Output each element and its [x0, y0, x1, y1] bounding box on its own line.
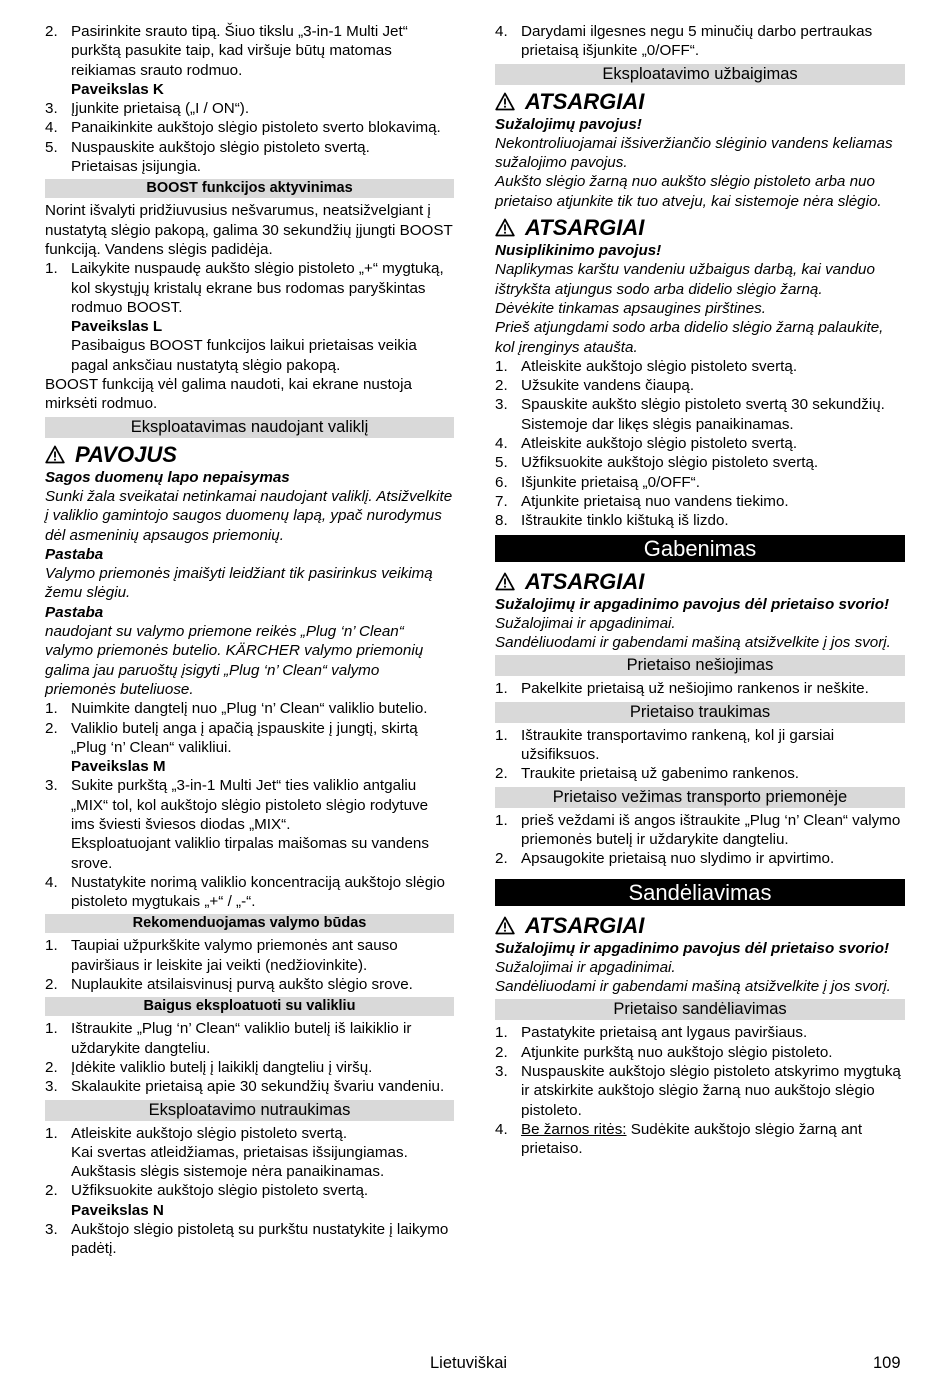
list-number: 3.: [495, 396, 508, 414]
list-item: [45, 975, 454, 994]
chapter-heading-storage: Sandėliavimas: [495, 879, 905, 906]
list-item: Prietaisas įsijungia.: [71, 158, 201, 176]
caution-warning: [495, 912, 905, 939]
list-item: [495, 849, 905, 868]
list-number: 1.: [495, 811, 508, 829]
list-item: [45, 118, 454, 137]
list-number: 1.: [45, 260, 58, 278]
list-item: Sistemoje dar likęs slėgis panaikinamas.: [521, 415, 794, 433]
list-item: [495, 811, 905, 850]
warning-triangle-icon: [45, 445, 65, 464]
list-number: 2.: [45, 719, 58, 737]
list-operation-steps: [45, 22, 454, 176]
list-number: 4.: [45, 119, 58, 137]
list-item: [45, 699, 454, 718]
list-text: Traukite prietaisą už gabenimo rankenos.: [521, 765, 800, 783]
list-item: [45, 1220, 454, 1259]
list-item: [495, 1043, 905, 1062]
section-heading-interrupt: Eksploatavimo nutraukimas: [45, 1100, 454, 1121]
list-text: Sukite purkštą „3-in-1 Multi Jet“ ties valiklio antgaliu „MIX“ tol, kol aukštojo slėgio pistoleto slėgio rodytuve ims šviesti šviesos diodas „MIX“.: [71, 777, 429, 833]
warning-triangle-icon: [495, 92, 515, 111]
list-text: Ištraukite „Plug ‘n’ Clean“ valiklio butelį iš laikiklio ir uždarykite dangteliu.: [71, 1020, 412, 1057]
list-text: Užfiksuokite aukštojo slėgio pistoleto svertą.: [71, 1182, 369, 1200]
list-number: 4.: [495, 435, 508, 453]
list-item: [495, 22, 905, 61]
hose-reel-text: Sudėkite aukštojo slėgio žarną ant prietaiso.: [521, 1120, 863, 1158]
list-item: Kai svertas atleidžiamas, prietaisas išsijungiamas. Aukštasis slėgis sistemoje nėra panaikinamas.: [71, 1143, 408, 1181]
figure-reference: Paveikslas N: [71, 1201, 164, 1219]
note-label: Pastaba: [45, 545, 104, 563]
caution-title: ATSARGIAI: [525, 568, 645, 594]
footer-language: Lietuviškai: [430, 1354, 508, 1372]
caution-text: Sandėliuodami ir gabendami mašiną atsižvelkite į jos svorį.: [495, 978, 891, 996]
section-heading-vehicle: Prietaiso vežimas transporto priemonėje: [495, 787, 905, 808]
chapter-heading-transport: Gabenimas: [495, 535, 905, 562]
list-item: [495, 376, 905, 395]
list-text: Įdėkite valiklio butelį į laikiklį dangteliu į viršų.: [71, 1058, 373, 1076]
note-text: Valymo priemonės įmaišyti leidžiant tik pasirinkus veikimą žemu slėgiu.: [45, 565, 433, 602]
list-interrupt-steps: [45, 1124, 454, 1259]
list-item: [45, 1019, 454, 1058]
list-item: [495, 511, 905, 530]
list-item: [45, 1181, 454, 1200]
list-number: 2.: [45, 23, 58, 40]
danger-subtitle: Sagos duomenų lapo nepaisymas: [45, 468, 290, 486]
caution-title: ATSARGIAI: [525, 88, 645, 114]
section-heading-cleaner: Eksploatavimas naudojant valiklį: [45, 417, 454, 438]
caution-warning: [495, 88, 905, 115]
hose-reel-label: Be žarnos ritės:: [521, 1120, 627, 1138]
list-number: 1.: [45, 1124, 58, 1142]
list-number: 2.: [45, 976, 58, 994]
left-column: [45, 22, 454, 1259]
list-item: [45, 22, 454, 80]
list-number: 2.: [495, 850, 508, 868]
section-heading-device-storage: Prietaiso sandėliavimas: [495, 999, 905, 1020]
warning-triangle-icon: [495, 572, 515, 591]
list-item: [495, 492, 905, 511]
list-item: [45, 776, 454, 834]
list-text: Nuimkite dangtelį nuo „Plug ‘n’ Clean“ valiklio butelio.: [71, 700, 428, 718]
list-text: Nuspauskite aukštojo slėgio pistoleto atskyrimo mygtuką ir atskirkite aukštojo slėgio žarną nuo aukštojo slėgio pistoleto.: [521, 1062, 901, 1119]
caution-text: Aukšto slėgio žarną nuo aukšto slėgio pistoleto arba nuo prietaiso atjunkite tik tuo atveju, kai sistemoje nėra slėgio.: [495, 173, 882, 210]
danger-text: Sunki žala sveikatai netinkamai naudojant valiklį. Atsižvelkite į valiklio gamintojo saugos duomenų lapą, ypač nurodymus dėl asmeninių apsaugos priemonių.: [45, 487, 453, 544]
list-carry-steps: [495, 679, 905, 698]
list-item: [495, 395, 905, 414]
section-heading-end-cleaner: Baigus eksploatuoti su valikliu: [45, 997, 454, 1016]
list-finish-steps: [495, 357, 905, 531]
list-number: 1.: [45, 937, 58, 955]
list-text: Laikykite nuspaudę aukšto slėgio pistoleto „+“ mygtuką, kol skystųjų kristalų ekrane bus rodomas paryškintas rodmuo BOOST.: [71, 260, 444, 316]
section-heading-recommended: Rekomenduojamas valymo būdas: [45, 914, 454, 933]
figure-reference: Paveikslas K: [71, 80, 164, 98]
list-item: [495, 1120, 905, 1159]
figure-reference: Paveikslas M: [71, 758, 166, 776]
list-text: Užfiksuokite aukštojo slėgio pistoleto svertą.: [521, 454, 819, 472]
caution-text: Dėvėkite tinkamas apsaugines pirštines.: [495, 299, 766, 317]
caution-text: Sužalojimai ir apgadinimai.: [495, 958, 676, 976]
list-number: 3.: [45, 1221, 58, 1239]
list-number: 1.: [495, 680, 508, 698]
boost-after: Pasibaigus BOOST funkcijos laikui prietaisas veikia pagal anksčiau nustatytą slėgio pakopą.: [71, 337, 417, 374]
section-heading-carry: Prietaiso nešiojimas: [495, 655, 905, 676]
list-text: Atleiskite aukštojo slėgio pistoleto svertą.: [71, 1124, 348, 1142]
list-text: Įjunkite prietaisą („I / ON“).: [71, 100, 250, 118]
page-number: 109: [873, 1354, 901, 1372]
list-item: [495, 726, 905, 765]
list-text: Panaikinkite aukštojo slėgio pistoleto sverto blokavimą.: [71, 119, 441, 137]
list-item: [495, 357, 905, 376]
list-number: 1.: [45, 700, 58, 718]
list-text: Ištraukite tinklo kištuką iš lizdo.: [521, 512, 729, 530]
danger-title: PAVOJUS: [75, 441, 177, 467]
list-text: [521, 1120, 905, 1159]
list-item: [45, 138, 454, 157]
section-heading-boost: BOOST funkcijos aktyvinimas: [45, 179, 454, 198]
caution-subtitle: Sužalojimų ir apgadinimo pavojus dėl prietaiso svorio!: [495, 595, 890, 613]
list-text: Užsukite vandens čiaupą.: [521, 377, 695, 395]
list-number: 1.: [495, 357, 508, 375]
list-text: Atjunkite prietaisą nuo vandens tiekimo.: [521, 492, 789, 510]
list-number: 5.: [495, 454, 508, 472]
list-number: 3.: [45, 777, 58, 795]
list-text: Skalaukite prietaisą apie 30 sekundžių švariu vandeniu.: [71, 1078, 445, 1096]
list-item: [495, 453, 905, 472]
caution-subtitle: Nusiplikinimo pavojus!: [495, 242, 662, 260]
section-heading-pull: Prietaiso traukimas: [495, 702, 905, 723]
list-text: Nuspauskite aukštojo slėgio pistoleto svertą.: [71, 138, 370, 156]
list-text: Ištraukite transportavimo rankeną, kol ji garsiai užsifiksuos.: [521, 726, 835, 764]
list-item: Eksploatuojant valiklio tirpalas maišomas su vandens srove.: [71, 835, 429, 872]
list-text: Pakelkite prietaisą už nešiojimo rankenos ir neškite.: [521, 680, 869, 698]
list-item: [45, 1124, 454, 1143]
list-number: 8.: [495, 512, 508, 530]
list-number: 3.: [495, 1062, 508, 1080]
figure-reference: Paveikslas L: [71, 318, 163, 336]
list-item: [495, 679, 905, 698]
list-number: 2.: [45, 1182, 58, 1200]
list-number: 1.: [45, 1020, 58, 1038]
list-number: 4.: [495, 1120, 508, 1138]
list-text: Spauskite aukšto slėgio pistoleto svertą 30 sekundžių.: [521, 396, 885, 414]
list-number: 3.: [45, 1078, 58, 1096]
list-item: [45, 1058, 454, 1077]
warning-triangle-icon: [495, 916, 515, 935]
list-text: prieš veždami iš angos ištraukite „Plug ‘n’ Clean“ valymo priemonės butelį ir uždarykite dangteliu.: [521, 811, 901, 848]
list-number: 4.: [495, 23, 508, 40]
list-text: Taupiai užpurkškite valymo priemonės ant sauso paviršiaus ir leiskite jai veikti (nedžiovinkite).: [71, 937, 398, 974]
list-item: [495, 473, 905, 492]
caution-text: Naplikymas karštu vandeniu užbaigus darbą, kai vanduo ištrykšta atjungus sodo arba didelio slėgio žarną.: [495, 261, 875, 298]
boost-intro: Norint išvalyti pridžiuvusius nešvarumus, neatsižvelgiant į nustatytą slėgio pakopą, galima 30 sekundžių įjungti BOOST funkciją. Vandens slėgis padidėja.: [45, 202, 453, 258]
list-pull-steps: [495, 726, 905, 784]
danger-warning: [45, 441, 454, 468]
list-item: [45, 1077, 454, 1096]
caution-subtitle: Sužalojimų ir apgadinimo pavojus dėl prietaiso svorio!: [495, 939, 890, 957]
list-cleaner-steps: [45, 699, 454, 911]
caution-text: Prieš atjungdami sodo arba didelio slėgio žarną palaukite, kol įrenginys ataušta.: [495, 319, 884, 356]
list-text: Pasirinkite srauto tipą. Šiuo tikslu „3-in-1 Multi Jet“ purkštą pasukite taip, kad viršuje būtų matomas reikiamas srauto rodmuo.: [71, 23, 408, 79]
caution-subtitle: Sužalojimų pavojus!: [495, 115, 642, 133]
caution-text: Nekontroliuojamai išsiveržiančio slėginio vandens keliamas sužalojimo pavojus.: [495, 134, 893, 172]
list-text: Nustatykite norimą valiklio koncentraciją aukštojo slėgio pistoleto mygtukais „+“ / „-“.: [71, 873, 445, 911]
list-number: 2.: [495, 765, 508, 783]
list-text: Valiklio butelį anga į apačią įspauskite į jungtį, skirtą „Plug ‘n’ Clean“ valikliui.: [71, 719, 418, 756]
list-number: 1.: [495, 1024, 508, 1042]
list-item: [45, 99, 454, 118]
boost-end: BOOST funkciją vėl galima naudoti, kai ekrane nustoja mirksėti rodmuo.: [45, 376, 412, 413]
caution-title: ATSARGIAI: [525, 912, 645, 938]
caution-text: Sužalojimai ir apgadinimai.: [495, 614, 676, 632]
list-text: Atleiskite aukštojo slėgio pistoleto svertą.: [521, 435, 798, 453]
list-number: 2.: [495, 377, 508, 395]
list-number: 5.: [45, 138, 58, 156]
list-vehicle-steps: [495, 811, 905, 869]
list-text: Nuplaukite atsilaisvinusį purvą aukšto slėgio srove.: [71, 976, 413, 994]
list-item: [45, 936, 454, 975]
list-number: 7.: [495, 492, 508, 510]
list-item: [495, 1023, 905, 1042]
caution-text: Sandėliuodami ir gabendami mašiną atsižvelkite į jos svorį.: [495, 634, 891, 652]
list-text: Apsaugokite prietaisą nuo slydimo ir apvirtimo.: [521, 850, 835, 868]
section-heading-finish: Eksploatavimo užbaigimas: [495, 64, 905, 85]
note-label: Pastaba: [45, 603, 104, 621]
list-recommended-steps: [45, 936, 454, 994]
list-text: Atleiskite aukštojo slėgio pistoleto svertą.: [521, 357, 798, 375]
list-number: 4.: [45, 873, 58, 891]
list-item: [495, 1062, 905, 1120]
list-item: [45, 719, 454, 758]
list-number: 2.: [45, 1058, 58, 1076]
note-text: naudojant su valymo priemone reikės „Plug ‘n’ Clean“ valymo priemonės butelio. KÄRCHER valymo priemonių galima jau paruoštų įsigyti „Plug ‘n’ Clean“ valymo priemonės buteliuose.: [45, 623, 424, 698]
list-text: Išjunkite prietaisą „0/OFF“.: [521, 473, 700, 491]
list-number: 1.: [495, 726, 508, 744]
list-item: [495, 434, 905, 453]
list-text: Atjunkite purkštą nuo aukštojo slėgio pistoleto.: [521, 1043, 833, 1061]
list-number: 3.: [45, 100, 58, 118]
list-text: Pastatykite prietaisą ant lygaus paviršiaus.: [521, 1024, 808, 1042]
list-item: [45, 873, 454, 912]
list-item: [45, 259, 454, 317]
right-column: [495, 22, 905, 1158]
caution-warning: [495, 568, 905, 595]
warning-triangle-icon: [495, 218, 515, 237]
list-storage-steps: [495, 1023, 905, 1119]
list-text: Darydami ilgesnes negu 5 minučių darbo pertraukas prietaisą išjunkite „0/OFF“.: [521, 23, 873, 60]
list-item: [495, 764, 905, 783]
list-number: 2.: [495, 1043, 508, 1061]
caution-title: ATSARGIAI: [525, 215, 645, 241]
list-text: Aukštojo slėgio pistoletą su purkštu nustatykite į laikymo padėtį.: [71, 1221, 449, 1258]
caution-warning: [495, 214, 905, 241]
list-number: 6.: [495, 473, 508, 491]
list-end-cleaner-steps: [45, 1019, 454, 1096]
